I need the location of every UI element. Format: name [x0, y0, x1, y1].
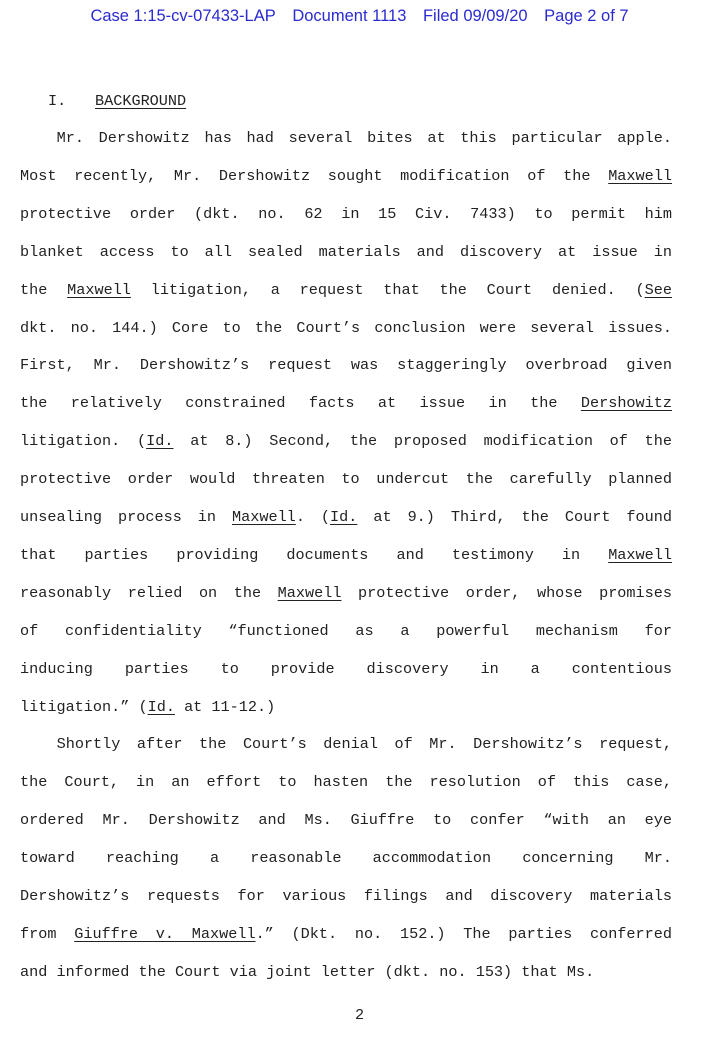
text-segment: reasonably relied on the — [20, 583, 278, 602]
text-line — [20, 697, 672, 717]
text-segment: Most recently, Mr. Dershowitz sought modification of the — [20, 166, 609, 185]
text-segment: at 8.) Second, the proposed modification of the — [173, 432, 672, 451]
filed-date: Filed 09/09/20 — [422, 7, 528, 25]
text-line — [20, 507, 672, 527]
underlined-citation: Maxwell — [67, 280, 131, 299]
text-line — [20, 848, 672, 868]
underlined-citation: Maxwell — [608, 166, 672, 185]
text-line — [20, 734, 672, 754]
underlined-citation: Maxwell — [232, 508, 296, 526]
text-segment: Shortly after the Court’s denial of Mr. Dershowitz’s request, — [56, 735, 672, 754]
text-segment: ordered Mr. Dershowitz and Ms. Giuffre to confer “with an eye — [20, 811, 672, 830]
case-header — [0, 7, 719, 26]
underlined-citation: Id. — [147, 697, 175, 716]
underlined-citation: Maxwell — [277, 583, 342, 602]
text-segment: protective order (dkt. no. 62 in 15 Civ. 7433) to permit him — [20, 204, 672, 223]
text-segment: Mr. Dershowitz has had several bites at this particular apple. — [56, 129, 672, 147]
text-segment: litigation.” ( — [20, 697, 148, 716]
text-segment: at 11-12.) — [174, 697, 276, 716]
text-segment: from — [20, 924, 75, 943]
text-segment: protective order would threaten to undercut the carefully planned — [20, 470, 672, 489]
text-segment: the Court, in an effort to hasten the resolution of this case, — [20, 773, 672, 792]
text-segment: toward reaching a reasonable accommodation concerning Mr. — [20, 849, 672, 868]
text-line — [20, 318, 672, 338]
text-line — [20, 393, 672, 413]
text-segment: inducing parties to provide discovery in a contentious — [20, 659, 672, 678]
text-line — [20, 469, 672, 489]
text-segment: litigation. ( — [20, 432, 147, 451]
text-segment: litigation, a request that the Court denied. ( — [130, 280, 645, 299]
page-number: 2 — [354, 1006, 365, 1024]
underlined-citation: Giuffre v. Maxwell — [74, 924, 256, 943]
section-title: BACKGROUND — [95, 92, 187, 110]
document-number: Document 1113 — [292, 7, 407, 25]
text-segment: .” (Dkt. no. 152.) The parties conferred — [255, 924, 672, 943]
page-count: Page 2 of 7 — [544, 7, 629, 25]
text-segment: . ( — [295, 508, 331, 526]
text-segment: of confidentiality “functioned as a powerful mechanism for — [20, 621, 672, 640]
text-line — [20, 886, 672, 906]
text-segment: and informed the Court via joint letter (dkt. no. 153) that Ms. — [20, 962, 595, 981]
text-line — [20, 621, 672, 641]
text-line — [20, 166, 672, 186]
text-line — [20, 545, 672, 565]
text-line — [20, 924, 672, 944]
text-segment: that parties providing documents and testimony in — [20, 545, 609, 564]
text-line — [20, 583, 672, 603]
underlined-citation: Maxwell — [608, 545, 672, 564]
text-line — [20, 204, 672, 224]
text-segment: at 9.) Third, the Court found — [357, 508, 672, 526]
text-line — [20, 280, 672, 300]
underlined-citation: Id. — [330, 508, 358, 526]
underlined-citation: Dershowitz — [580, 394, 672, 413]
text-segment: Dershowitz’s requests for various filings and discovery materials — [20, 887, 672, 905]
text-segment: unsealing process in — [20, 508, 232, 526]
text-segment: First, Mr. Dershowitz’s request was staggeringly overbroad given — [20, 356, 672, 375]
text-line — [20, 772, 672, 792]
underlined-citation: See — [644, 280, 672, 299]
text-line — [20, 659, 672, 679]
text-segment: protective order, whose promises — [341, 583, 672, 602]
text-segment: dkt. no. 144.) Core to the Court’s conclusion were several issues. — [20, 318, 672, 337]
text-segment: blanket access to all sealed materials and discovery at issue in — [20, 242, 672, 261]
text-segment: the relatively constrained facts at issue in the — [20, 394, 581, 413]
text-line — [20, 431, 672, 451]
text-line — [20, 242, 672, 262]
section-heading — [48, 91, 186, 111]
text-line — [20, 128, 672, 148]
section-number: I. — [48, 92, 67, 110]
underlined-citation: Id. — [146, 432, 174, 451]
text-line — [20, 355, 672, 375]
text-line — [20, 962, 672, 982]
text-segment: the — [20, 280, 68, 299]
case-number: Case 1:15-cv-07433-LAP — [90, 7, 276, 25]
text-line — [20, 810, 672, 830]
